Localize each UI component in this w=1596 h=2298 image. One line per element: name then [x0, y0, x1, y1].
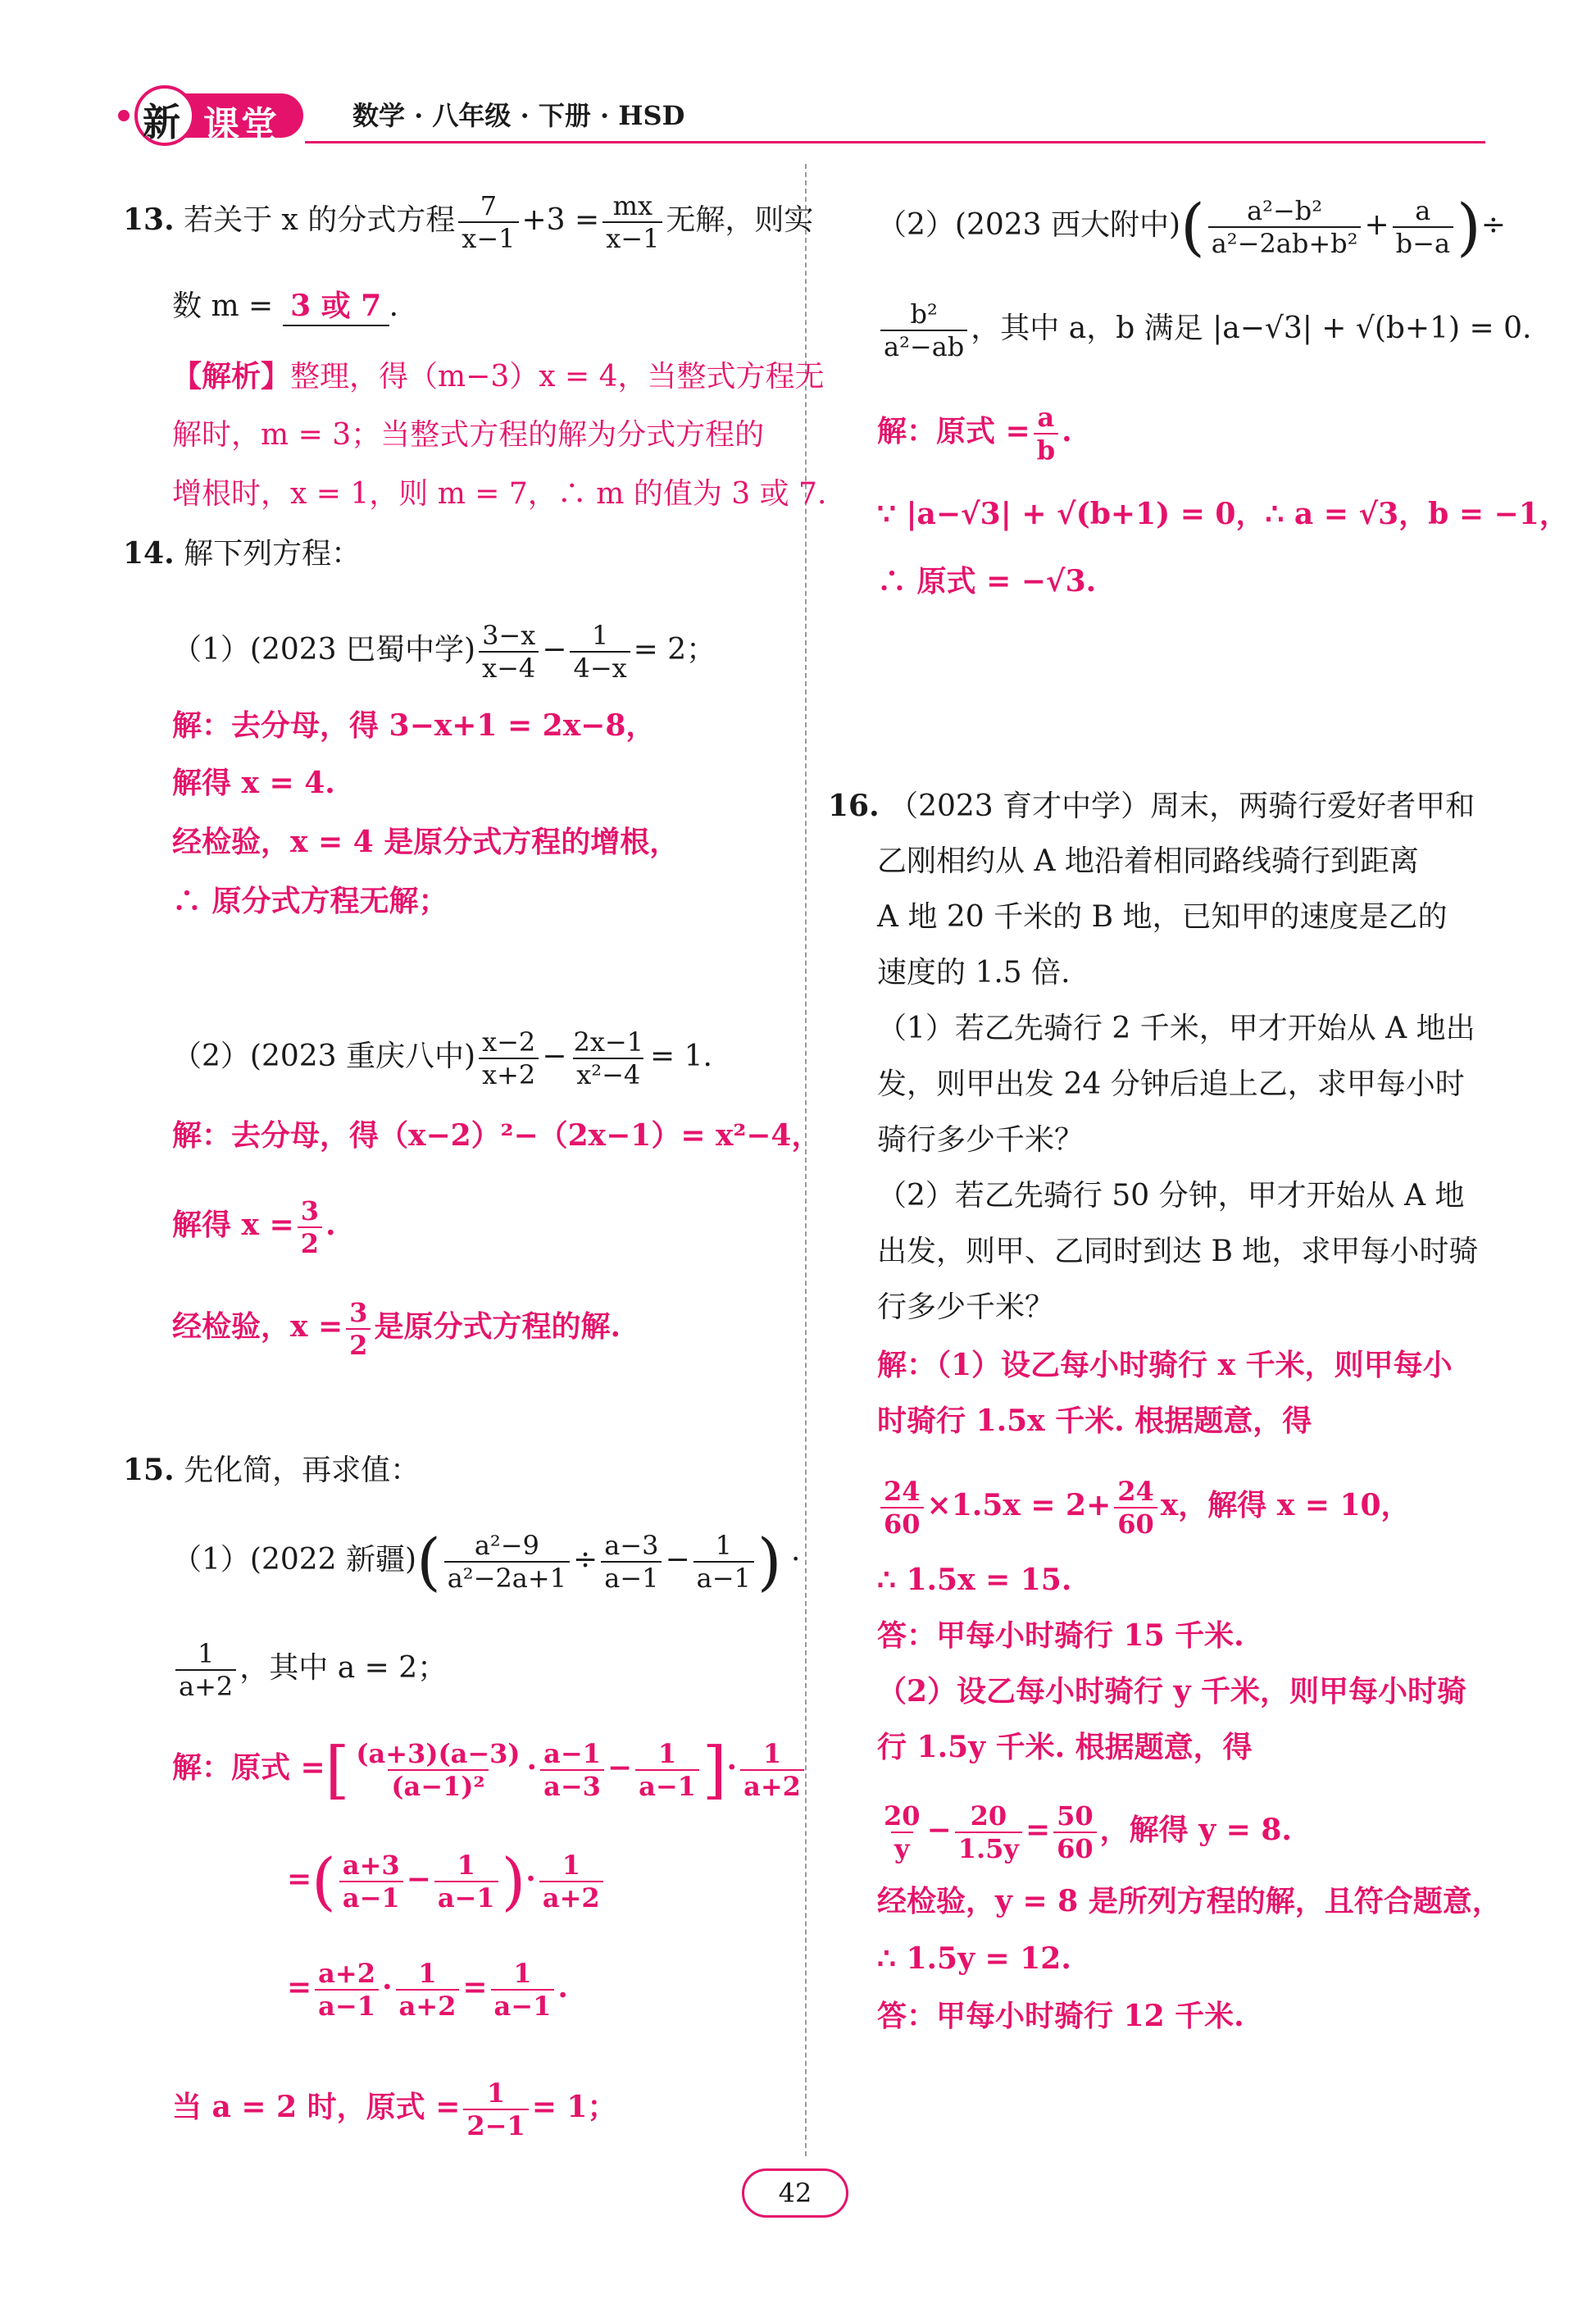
q14-s2-3-frac — [346, 1297, 371, 1361]
period: . — [325, 1208, 336, 1242]
q15-s6: ∵ |a−√3| + √(b+1) = 0，∴ a = √3，b = −1， — [877, 497, 1569, 531]
q15-p1-frac1 — [444, 1530, 570, 1594]
frac-num: 1 — [715, 1530, 732, 1561]
q16-line1 — [828, 787, 1475, 826]
q13-text1: 若关于 x 的分式方程 — [184, 203, 456, 237]
q16-s8: ∴ 1.5y = 12. — [877, 1941, 1071, 1976]
q15-s4 — [172, 2077, 616, 2141]
q14-title — [123, 535, 361, 573]
frac-num: 7 — [480, 190, 498, 221]
frac-num: 1 — [513, 1958, 532, 1989]
q15-s3-frac1 — [315, 1958, 379, 2022]
q16-line4: 速度的 1.5 倍. — [877, 956, 1071, 990]
logo-char: 新 — [143, 100, 180, 144]
frac-den: a−1 — [601, 1561, 662, 1594]
q14-s1-3: 经检验，x = 4 是原分式方程的增根， — [172, 825, 680, 859]
q15-p1-frac2 — [601, 1530, 662, 1594]
q15-s2: =( $\frac{a+3}{a-1}$ − $\frac{1}{a-1}$ )· $\frac{1}{a+2}$ — [287, 1850, 607, 1913]
frac-num: a+3 — [342, 1850, 400, 1881]
q14-s2-2-frac — [298, 1195, 322, 1259]
frac-den: (a−1)² — [388, 1769, 488, 1802]
frac-num: a+2 — [318, 1958, 375, 1989]
frac-num: 1 — [197, 1638, 215, 1669]
paren-open: ( — [311, 1845, 336, 1918]
q16-line2: 乙刚相约从 A 地沿着相同路线骑行到距离 — [877, 844, 1419, 878]
q15-s3: = $\frac{a+2}{a-1}$ · $\frac{1}{a+2}$ = $\frac{1}{a-1}$ . — [287, 1958, 568, 2022]
q14-p2-frac2 — [570, 1026, 647, 1090]
q15-s3-frac3 — [491, 1958, 555, 2022]
plus: + — [1364, 208, 1389, 242]
frac-den: x−4 — [479, 651, 539, 684]
q14-number: 14. — [123, 536, 175, 571]
q15-p1-source: （1）(2022 新疆) — [172, 1543, 417, 1577]
frac-num: 1 — [762, 1738, 782, 1769]
equals: = — [1025, 1813, 1051, 1847]
frac-den: a²−ab — [880, 330, 967, 362]
q14-p2-rhs: = 1. — [650, 1040, 712, 1073]
frac-den: b — [1034, 433, 1058, 466]
q16-line10: 行多少千米？ — [877, 1290, 1055, 1324]
frac-den: a−3 — [540, 1769, 604, 1802]
frac-den: 2 — [298, 1226, 322, 1259]
q16-eq1 — [877, 1476, 1411, 1540]
q15-s4-text: 当 a = 2 时，原式 = — [172, 2090, 461, 2124]
q14-s2-2 — [172, 1195, 336, 1259]
frac-num: 24 — [884, 1476, 921, 1507]
q16-e2-post: ，解得 y = 8. — [1099, 1813, 1292, 1847]
frac-den: a+2 — [175, 1669, 236, 1702]
q15-s5 — [877, 402, 1072, 466]
q14-p2-source: （2）(2023 重庆八中) — [172, 1040, 476, 1073]
logo — [115, 82, 303, 148]
q14-part1 — [172, 620, 716, 684]
q15-s1-label: 解：原式 = — [172, 1750, 325, 1785]
q16-line7: 骑行多少千米？ — [877, 1123, 1084, 1157]
q15-s1: 解：原式 =[ $\frac{(a+3)(a-3)}{\text{(a−1)²}}$ · $\frac{a-1}{a-3}$ − $\frac{1}{a-1}$ ]· $\frac{1}{a+2}$ — [172, 1738, 807, 1802]
frac-num: 24 — [1117, 1476, 1154, 1507]
q13-analysis-2: 解时，m = 3；当整式方程的解为分式方程的 — [172, 418, 765, 452]
q14-p1-rhs: = 2； — [633, 633, 716, 667]
q15-s5-frac — [1034, 402, 1058, 466]
minus: − — [926, 1813, 952, 1847]
frac-num: 1 — [486, 2077, 506, 2109]
frac-den: 2−1 — [463, 2109, 528, 2141]
frac-den: x²−4 — [573, 1058, 643, 1090]
q13-frac2 — [602, 190, 662, 254]
frac-num: mx — [612, 190, 652, 221]
q16-e2-frac2 — [955, 1800, 1022, 1864]
q16-s6: 行 1.5y 千米. 根据题意，得 — [877, 1730, 1253, 1764]
q16-s2: 时骑行 1.5x 千米. 根据题意，得 — [877, 1404, 1312, 1438]
frac-den: a²−2a+1 — [444, 1561, 570, 1594]
q14-s2-3-tail: 是原分式方程的解. — [374, 1309, 621, 1344]
frac-den: a−1 — [491, 1989, 555, 2022]
q14-s2-3 — [172, 1297, 621, 1361]
q16-eq2 — [877, 1800, 1292, 1864]
q16-e1-frac2 — [1114, 1476, 1157, 1540]
q13-analysis-3: 增根时，x = 1，则 m = 7，∴ m 的值为 3 或 7. — [172, 477, 827, 511]
q14-s2-2-text: 解得 x = — [172, 1208, 294, 1242]
paren-close: ) — [501, 1845, 526, 1918]
frac-num: 1 — [418, 1958, 437, 1989]
frac-den: a²−2ab+b² — [1208, 226, 1362, 259]
q13-frac1 — [458, 190, 518, 254]
paren-close: ) — [1457, 190, 1481, 263]
q16-line9: 出发，则甲、乙同时到达 B 地，求甲每小时骑 — [877, 1235, 1479, 1268]
frac-num: a²−9 — [474, 1530, 539, 1561]
q15-p2-frac3 — [880, 298, 967, 362]
frac-num: a−1 — [543, 1738, 601, 1769]
logo-dot — [118, 110, 130, 121]
q16-s3: ∴ 1.5x = 15. — [877, 1563, 1072, 1597]
column-divider — [805, 164, 807, 2156]
q13-line2 — [172, 287, 398, 326]
q15-part1-cont — [172, 1638, 447, 1702]
q16-e1-post: x，解得 x = 10， — [1160, 1488, 1411, 1522]
q15-p2-frac1 — [1208, 195, 1362, 259]
q16-e1-frac1 — [880, 1476, 924, 1540]
q13-answer: 3 或 7 — [283, 287, 389, 326]
q14-s1-1: 解：去分母，得 3−x+1 = 2x−8， — [172, 708, 656, 743]
q15-number: 15. — [123, 1453, 175, 1487]
frac-num: a²−b² — [1247, 195, 1323, 226]
q16-line3: A 地 20 千米的 B 地，已知甲的速度是乙的 — [877, 900, 1448, 934]
period: . — [1062, 414, 1072, 448]
q15-part2 — [877, 190, 1506, 263]
q15-s1-frac1 — [352, 1738, 523, 1802]
frac-den: a−1 — [339, 1881, 403, 1913]
divide: ÷ — [1480, 208, 1506, 242]
frac-den: b−a — [1393, 226, 1453, 259]
q16-s5: （2）设乙每小时骑行 y 千米，则甲每小时骑 — [877, 1674, 1467, 1709]
q16-e1-mid: ×1.5x = 2+ — [926, 1488, 1112, 1522]
q15-s1-frac4 — [740, 1738, 804, 1802]
q15-part1 — [172, 1525, 801, 1598]
dot: · — [791, 1543, 801, 1577]
frac-num: a−3 — [604, 1530, 659, 1561]
q14-p1-frac2 — [570, 620, 630, 684]
minus: − — [542, 633, 567, 667]
q16-line5: （1）若乙先骑行 2 千米，甲才开始从 A 地出 — [877, 1012, 1476, 1045]
paren-open: ( — [1180, 190, 1205, 263]
frac-den: 60 — [880, 1507, 924, 1540]
q16-number: 16. — [828, 789, 880, 823]
frac-num: x−2 — [482, 1026, 536, 1058]
q14-s1-4: ∴ 原分式方程无解； — [172, 884, 448, 918]
q13-text4: . — [389, 289, 399, 323]
frac-den: a−1 — [693, 1561, 754, 1594]
q16-line8: （2）若乙先骑行 50 分钟，甲才开始从 A 地 — [877, 1179, 1465, 1213]
q14-s2-1: 解：去分母，得（x−2）²−（2x−1）= x²−4， — [172, 1118, 821, 1153]
q15-s2-frac3 — [539, 1850, 603, 1913]
frac-den: 2 — [346, 1328, 371, 1361]
q14-title-text: 解下列方程： — [184, 537, 361, 571]
q15-s3-frac2 — [396, 1958, 460, 2022]
page-number: 42 — [742, 2168, 848, 2218]
bracket-close: ] — [702, 1733, 727, 1806]
q16-e2-frac1 — [880, 1800, 924, 1864]
frac-num: 2x−1 — [573, 1026, 644, 1058]
q13-number: 13. — [123, 202, 175, 237]
minus: − — [665, 1543, 690, 1577]
frac-num: 1 — [562, 1850, 580, 1881]
q14-s1-2: 解得 x = 4. — [172, 766, 335, 800]
frac-den: a+2 — [740, 1769, 804, 1802]
q15-s1-frac2 — [540, 1738, 604, 1802]
q15-s7: ∴ 原式 = −√3. — [877, 564, 1097, 598]
frac-num: b² — [910, 298, 938, 330]
frac-num: 1 — [657, 1738, 677, 1769]
q13-text2: 无解，则实 — [666, 203, 814, 237]
q16-line6: 发，则甲出发 24 分钟后追上乙，求甲每小时 — [877, 1067, 1465, 1101]
header-subtitle: 数学 · 八年级 · 下册 · HSD — [352, 100, 685, 131]
frac-den: 60 — [1053, 1832, 1097, 1864]
q15-part2-cont — [877, 298, 1531, 362]
q16-e2-frac3 — [1053, 1800, 1097, 1864]
frac-den: a+2 — [539, 1881, 603, 1913]
q16-s1: 解：（1）设乙每小时骑行 x 千米，则甲每小 — [877, 1348, 1453, 1382]
frac-num: 50 — [1057, 1800, 1094, 1832]
q16-s7: 经检验，y = 8 是所列方程的解，且符合题意， — [877, 1884, 1502, 1918]
q14-s2-3-text: 经检验，x = — [172, 1309, 343, 1344]
q16-s9: 答：甲每小时骑行 12 千米. — [877, 1999, 1244, 2033]
q13-plus3: +3 = — [521, 203, 600, 237]
frac-den: a+2 — [396, 1989, 460, 2022]
frac-den: x−1 — [458, 221, 518, 254]
minus: − — [542, 1040, 567, 1073]
q15-s4-frac — [463, 2077, 528, 2141]
frac-num: (a+3)(a−3) — [356, 1738, 521, 1769]
q15-p2-source: （2）(2023 西大附中) — [877, 208, 1181, 242]
frac-den: a−1 — [315, 1989, 379, 2022]
q14-part2 — [172, 1026, 712, 1090]
q15-title-text: 先化简，再求值： — [184, 1454, 421, 1487]
q16-text: （2023 育才中学）周末，两骑行爱好者甲和 — [889, 790, 1476, 823]
q15-s2-frac2 — [434, 1850, 498, 1913]
logo-text: 课堂 — [203, 104, 279, 146]
q15-s2-frac1 — [339, 1850, 403, 1913]
q13-analysis-1 — [172, 357, 824, 396]
q15-p1-frac3 — [693, 1530, 754, 1594]
q15-s5-text: 解：原式 = — [877, 414, 1030, 448]
frac-num: 20 — [970, 1800, 1007, 1832]
frac-num: 1 — [457, 1850, 475, 1881]
q15-title — [123, 1451, 420, 1490]
q13-line1 — [123, 190, 813, 254]
q14-p2-frac1 — [479, 1026, 539, 1090]
q14-p1-source: （1）(2023 巴蜀中学) — [172, 633, 476, 667]
frac-num: 3 — [300, 1195, 319, 1226]
frac-num: 1 — [591, 620, 609, 651]
frac-den: y — [891, 1832, 913, 1864]
frac-den: a−1 — [635, 1769, 699, 1802]
q16-s4: 答：甲每小时骑行 15 千米. — [877, 1618, 1244, 1653]
q15-p2-cond: ，其中 a，b 满足 |a−√3| + √(b+1) = 0. — [971, 312, 1532, 345]
q15-s4-tail: = 1； — [531, 2090, 617, 2124]
frac-den: a−1 — [434, 1881, 498, 1913]
frac-den: x+2 — [479, 1058, 539, 1090]
bracket-open: [ — [325, 1733, 350, 1806]
analysis-label: 【解析】 — [172, 359, 291, 394]
frac-num: 3 — [349, 1297, 368, 1328]
frac-num: 20 — [884, 1800, 921, 1832]
q15-p2-frac2 — [1393, 195, 1453, 259]
frac-num: a — [1415, 195, 1431, 226]
divide: ÷ — [573, 1543, 598, 1577]
frac-den: 1.5y — [955, 1832, 1022, 1864]
frac-den: 60 — [1114, 1507, 1157, 1540]
q15-s1-frac3 — [635, 1738, 699, 1802]
analysis-text: 整理，得（m−3）x = 4，当整式方程无 — [290, 360, 825, 394]
frac-den: 4−x — [570, 651, 630, 684]
q15-p1-cond: ，其中 a = 2； — [239, 1651, 448, 1685]
paren-close: ) — [757, 1525, 782, 1598]
q14-p1-frac1 — [479, 620, 539, 684]
paren-open: ( — [416, 1525, 441, 1598]
frac-num: a — [1037, 402, 1055, 433]
q15-p1-frac4 — [175, 1638, 236, 1702]
frac-den: x−1 — [602, 221, 662, 254]
header-rule — [305, 141, 1485, 143]
q13-text3: 数 m = — [172, 289, 274, 323]
frac-num: 3−x — [482, 620, 536, 651]
